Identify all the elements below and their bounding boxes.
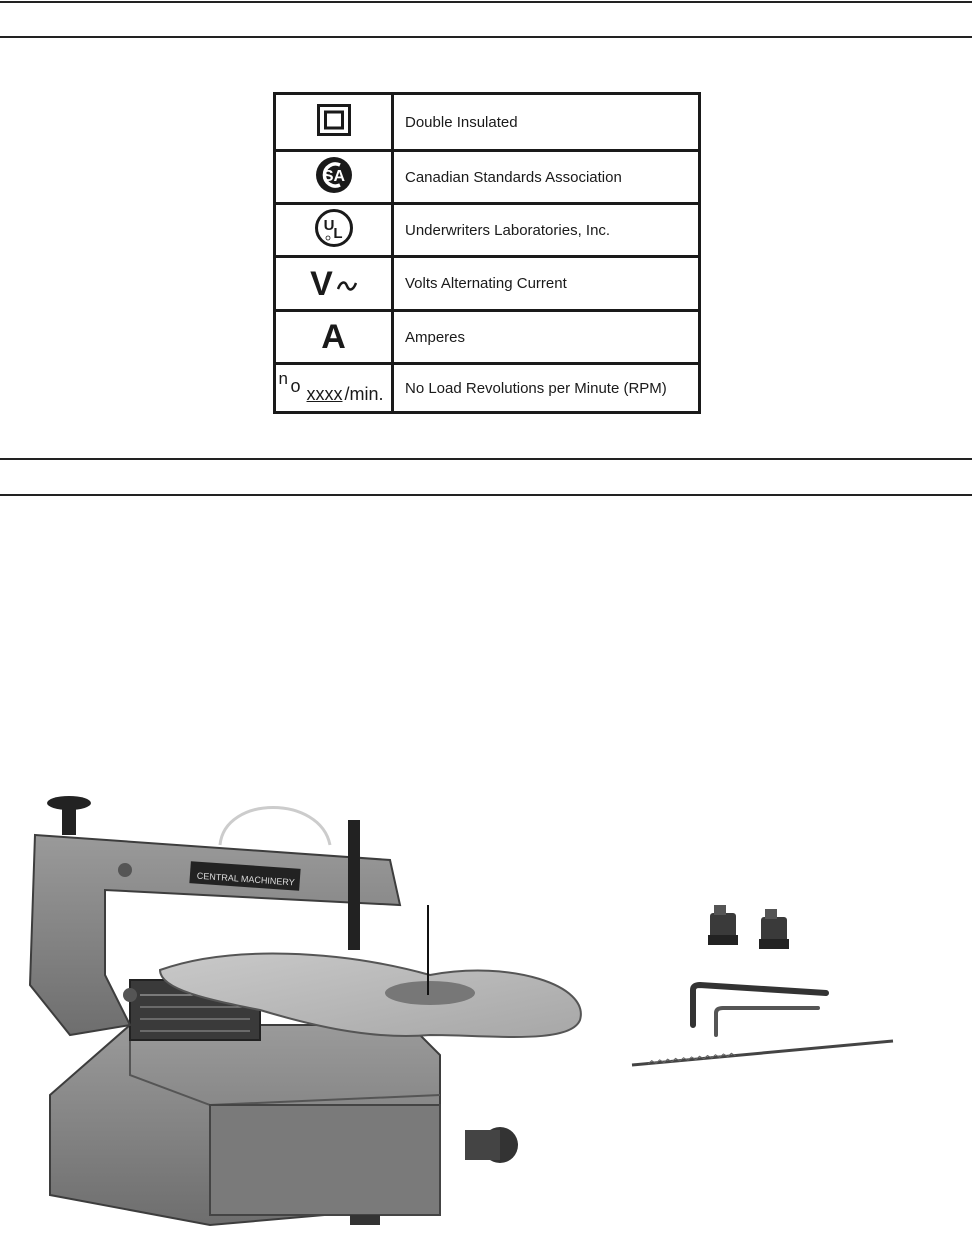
top-rule-2 — [0, 36, 972, 38]
symbol-cell — [276, 258, 394, 309]
csa-icon — [314, 155, 354, 200]
symbols-table — [273, 92, 701, 414]
svg-text:L: L — [332, 224, 343, 242]
blade-holder-icon — [708, 905, 738, 945]
svg-text:SA: SA — [322, 167, 345, 185]
symbol-row-amperes — [276, 309, 698, 362]
symbol-label: Canadian Standards Association — [405, 168, 622, 186]
symbol-row-ul — [276, 202, 698, 255]
blade-holder-icon — [759, 909, 789, 949]
symbol-row-csa — [276, 149, 698, 202]
symbol-cell — [276, 95, 394, 149]
tilde-ac-icon — [337, 279, 357, 297]
svg-text:U: U — [323, 216, 334, 234]
rpm-symbol-unit: /min. — [344, 384, 384, 404]
symbol-row-rpm — [276, 362, 698, 411]
accessories-photo — [628, 895, 903, 1075]
symbol-cell — [276, 365, 394, 411]
saw-brand-plate: CENTRAL MACHINERY — [196, 870, 296, 888]
symbol-cell — [276, 205, 394, 255]
symbol-row-double-insulated — [276, 95, 698, 149]
rpm-symbol-n: n — [278, 369, 288, 388]
symbol-label: Underwriters Laboratories, Inc. — [405, 221, 611, 239]
double-insulated-icon — [317, 104, 351, 141]
hex-key-icon — [693, 985, 826, 1025]
scroll-saw-photo — [10, 775, 610, 1245]
symbol-cell — [276, 152, 394, 202]
rpm-symbol-o: o — [290, 376, 301, 396]
rpm-symbol-x: xxxx — [306, 384, 343, 404]
mid-rule-1 — [0, 458, 972, 460]
saw-blade-icon — [632, 1041, 893, 1065]
symbol-label: No Load Revolutions per Minute (RPM) — [405, 379, 667, 397]
mid-rule-2 — [0, 494, 972, 496]
symbol-row-volts — [276, 255, 698, 309]
amperes-symbol: A — [321, 318, 346, 356]
rpm-icon — [279, 368, 389, 408]
top-rule-1 — [0, 1, 972, 3]
symbol-cell — [276, 312, 394, 362]
volts-symbol: V — [310, 264, 333, 303]
symbol-label: Volts Alternating Current — [405, 275, 567, 292]
ul-icon — [314, 208, 354, 253]
symbol-label: Amperes — [405, 328, 466, 346]
hex-key-icon — [716, 1008, 818, 1035]
symbol-label: Double Insulated — [405, 113, 518, 131]
